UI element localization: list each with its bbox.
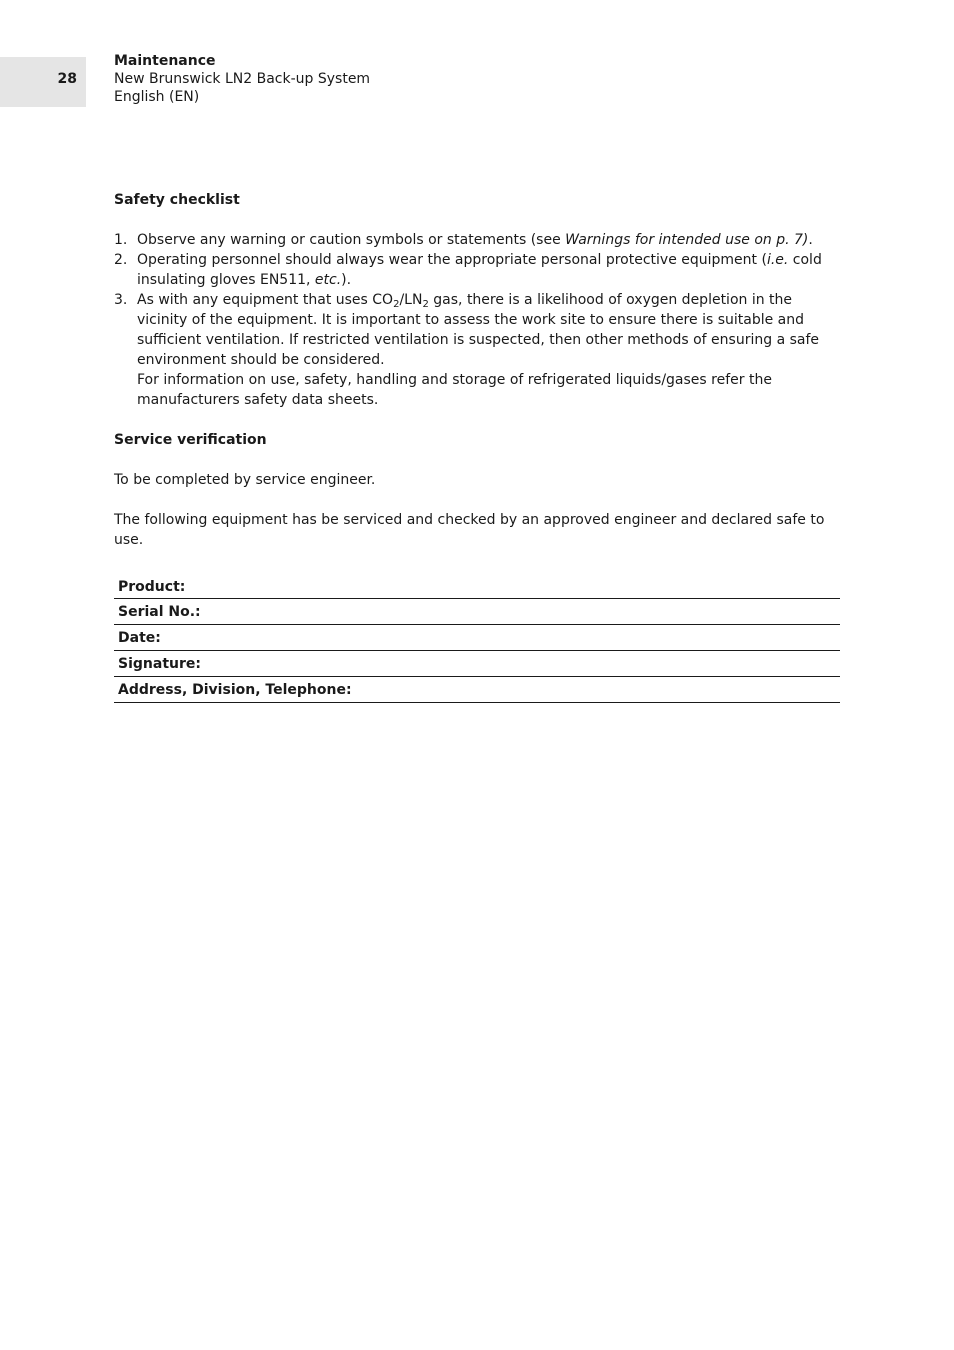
item-number: 1. xyxy=(114,232,128,248)
item-text: ). xyxy=(341,272,352,288)
service-statement: The following equipment has be serviced and checked by an approved engineer and declared safe to use. xyxy=(114,512,825,548)
field-label: Signature: xyxy=(114,651,840,677)
field-label: Date: xyxy=(114,625,840,651)
page-number-tab xyxy=(0,57,86,107)
table-row xyxy=(114,651,840,677)
main-content xyxy=(114,190,840,703)
item-paragraph xyxy=(137,290,840,370)
field-label: Serial No.: xyxy=(114,599,840,625)
service-verification-heading: Service verification xyxy=(114,432,267,448)
checklist-item xyxy=(114,250,840,290)
item-text: /LN xyxy=(399,292,423,308)
table-row xyxy=(114,599,840,625)
table-row xyxy=(114,677,840,703)
item-paragraph: For information on use, safety, handling and storage of refrigerated liquids/gases refer the manufacturers safety data sheets. xyxy=(137,372,772,408)
field-label: Product: xyxy=(114,576,840,599)
item-text: As with any equipment that uses CO xyxy=(137,292,394,308)
subscript: 2 xyxy=(393,299,400,310)
item-text: . xyxy=(808,232,813,248)
checklist-item xyxy=(114,290,840,410)
item-text: Operating personnel should always wear the appropriate personal protective equipment ( xyxy=(137,252,767,268)
item-text: cold insulating gloves EN511, xyxy=(137,252,822,288)
page-number: 28 xyxy=(57,71,77,87)
safety-checklist-heading: Safety checklist xyxy=(114,192,240,208)
item-number: 2. xyxy=(114,252,128,268)
item-text: Observe any warning or caution symbols or statements (see xyxy=(137,232,566,248)
table-row xyxy=(114,576,840,599)
item-text: gas, there is a likelihood of oxygen depletion in the vicinity of the equipment. It is important to assess the work site to ensure there is suitable and sufficient ventilation. If restricted ventilation is suspected, then other methods of ensuring a safe environment should be considered. xyxy=(137,292,820,368)
product-name: New Brunswick LN2 Back-up System xyxy=(114,71,371,87)
field-label: Address, Division, Telephone: xyxy=(114,677,840,703)
running-header xyxy=(114,52,370,106)
cross-reference: Warnings for intended use on p. 7) xyxy=(565,232,809,248)
subscript: 2 xyxy=(422,299,429,310)
item-number: 3. xyxy=(114,292,128,308)
table-row xyxy=(114,625,840,651)
item-italic: etc. xyxy=(314,272,342,288)
checklist-item xyxy=(114,230,840,250)
safety-checklist xyxy=(114,230,840,410)
language-label: English (EN) xyxy=(114,89,200,105)
service-intro: To be completed by service engineer. xyxy=(114,472,376,488)
item-italic: i.e. xyxy=(766,252,789,268)
chapter-title: Maintenance xyxy=(114,53,216,69)
service-form-table xyxy=(114,576,840,703)
